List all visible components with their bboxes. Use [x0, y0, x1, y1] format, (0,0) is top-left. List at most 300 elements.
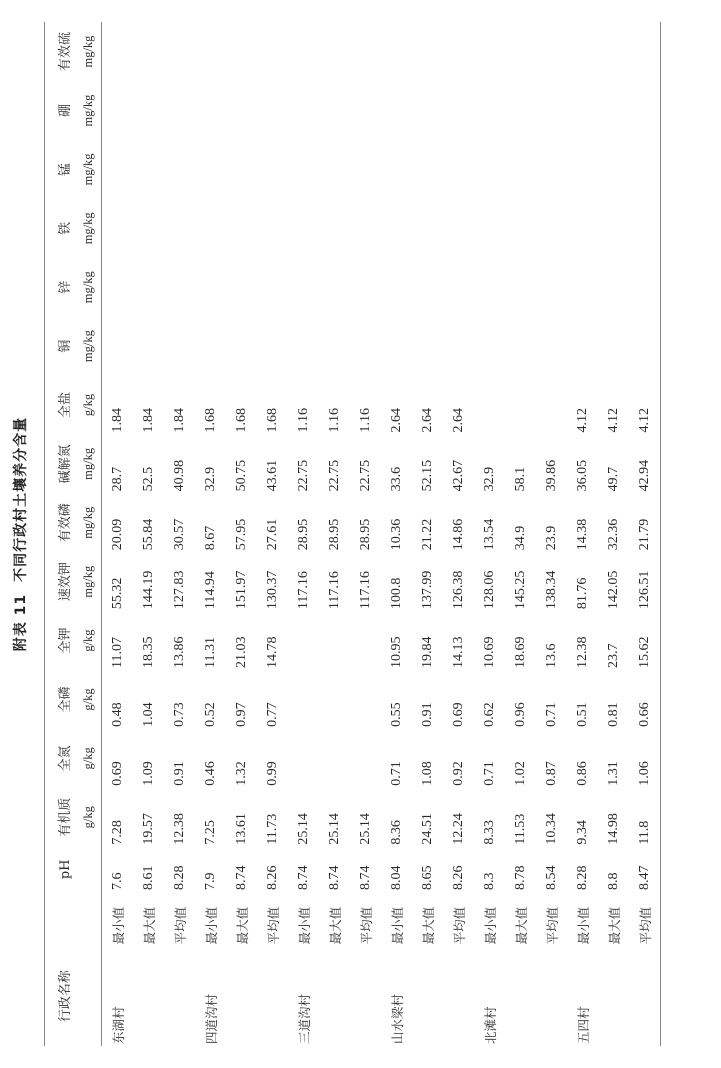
- value-cell: 117.16: [357, 571, 373, 610]
- value-cell: 10.36: [388, 518, 404, 551]
- value-cell: 8.78: [512, 865, 528, 890]
- value-cell: [629, 81, 661, 140]
- value-cell: [319, 729, 350, 788]
- value-cell: 0.99: [264, 761, 280, 786]
- value-cell: [102, 81, 134, 140]
- value-cell: 7.6: [109, 872, 125, 890]
- column-unit: g/kg: [75, 376, 102, 435]
- value-cell: [474, 81, 505, 140]
- value-cell: 0.62: [481, 702, 497, 727]
- value-cell: [288, 258, 319, 317]
- value-cell: 18.69: [512, 636, 528, 668]
- value-cell: 4.12: [574, 407, 590, 433]
- table-row: [567, 22, 598, 1046]
- value-cell: 8.67: [202, 525, 218, 551]
- village-name-cell: [319, 946, 350, 1046]
- value-cell: [505, 258, 536, 317]
- value-cell: [536, 317, 567, 376]
- column-header: 有效硫: [45, 22, 76, 81]
- value-cell: 0.81: [605, 702, 621, 727]
- value-cell: 21.03: [233, 636, 249, 668]
- value-cell: [164, 199, 195, 258]
- value-cell: 130.37: [264, 570, 280, 610]
- value-cell: 1.04: [140, 702, 156, 727]
- statistic-cell: 最大值: [234, 906, 250, 945]
- value-cell: 151.97: [233, 570, 249, 610]
- value-cell: 14.38: [574, 518, 590, 551]
- value-cell: [350, 22, 381, 81]
- value-cell: 0.66: [629, 670, 661, 729]
- value-cell: 32.36: [605, 518, 621, 551]
- value-cell: 117.16: [295, 571, 311, 610]
- value-cell: 1.32: [233, 761, 249, 786]
- statistic-cell: 最大值: [327, 906, 343, 945]
- table-row: [319, 22, 350, 1046]
- value-cell: [598, 22, 629, 81]
- value-cell: 50.75: [233, 459, 249, 492]
- value-cell: 8.26: [264, 865, 280, 890]
- value-cell: [598, 140, 629, 199]
- value-cell: 13.86: [171, 636, 187, 668]
- value-cell: [102, 22, 134, 81]
- value-cell: 40.98: [171, 459, 187, 492]
- column-unit: mg/kg: [75, 199, 102, 258]
- value-cell: [226, 81, 257, 140]
- value-cell: [350, 729, 381, 788]
- value-cell: [474, 199, 505, 258]
- value-cell: 0.71: [543, 702, 559, 727]
- column-header: 速效钾: [45, 552, 76, 611]
- value-cell: 0.92: [450, 761, 466, 786]
- statistic-cell: 最小值: [482, 906, 498, 945]
- value-cell: 1.68: [264, 407, 280, 433]
- value-cell: 25.14: [357, 813, 373, 845]
- value-cell: [133, 22, 164, 81]
- value-cell: 11.8: [629, 788, 661, 847]
- value-cell: 21.22: [419, 518, 435, 551]
- column-unit: [75, 847, 102, 892]
- value-cell: [443, 22, 474, 81]
- value-cell: 19.57: [140, 813, 156, 845]
- value-cell: 1.84: [171, 407, 187, 433]
- value-cell: [319, 22, 350, 81]
- value-cell: 4.12: [605, 407, 621, 433]
- value-cell: 52.15: [419, 459, 435, 492]
- column-unit: mg/kg: [75, 552, 102, 611]
- value-cell: 10.69: [481, 636, 497, 668]
- village-name-cell: [629, 946, 661, 1046]
- value-cell: [102, 317, 134, 376]
- value-cell: 14.78: [264, 636, 280, 668]
- value-cell: 34.9: [512, 525, 528, 551]
- statistic-cell: 最大值: [420, 906, 436, 945]
- value-cell: 0.96: [512, 702, 528, 727]
- value-cell: [350, 317, 381, 376]
- value-cell: [629, 22, 661, 81]
- statistic-cell: 最小值: [575, 906, 591, 945]
- column-header: pH: [45, 847, 76, 892]
- value-cell: [195, 317, 226, 376]
- value-cell: [536, 140, 567, 199]
- value-cell: [505, 199, 536, 258]
- value-cell: 28.95: [326, 518, 342, 551]
- value-cell: 11.07: [109, 637, 125, 668]
- value-cell: 0.46: [202, 761, 218, 786]
- village-name-cell: 东湖村: [110, 1006, 126, 1044]
- column-header: 铜: [45, 317, 76, 376]
- village-name-cell: [598, 946, 629, 1046]
- value-cell: [350, 258, 381, 317]
- village-name-cell: [505, 946, 536, 1046]
- column-header: 全盐: [45, 376, 76, 435]
- value-cell: 36.05: [574, 459, 590, 492]
- value-cell: [629, 317, 661, 376]
- value-cell: 81.76: [574, 577, 590, 610]
- value-cell: 8.61: [140, 865, 156, 890]
- value-cell: [288, 22, 319, 81]
- statistic-cell: 平均值: [172, 906, 188, 945]
- value-cell: [381, 140, 412, 199]
- value-cell: 0.73: [171, 702, 187, 727]
- value-cell: 12.24: [450, 813, 466, 845]
- table-row: [598, 22, 629, 1046]
- value-cell: [381, 22, 412, 81]
- column-header: [45, 892, 76, 946]
- value-cell: 42.67: [450, 459, 466, 492]
- village-name-cell: 三道沟村: [296, 993, 312, 1044]
- value-cell: 2.64: [419, 407, 435, 433]
- statistic-cell: 平均值: [544, 906, 560, 945]
- value-cell: 10.34: [543, 813, 559, 845]
- value-cell: 30.57: [171, 518, 187, 551]
- value-cell: [226, 258, 257, 317]
- value-cell: [133, 317, 164, 376]
- value-cell: [226, 317, 257, 376]
- value-cell: [567, 258, 598, 317]
- value-cell: [350, 81, 381, 140]
- value-cell: 8.74: [357, 865, 373, 890]
- statistic-cell: 平均值: [358, 906, 374, 945]
- value-cell: 8.26: [450, 865, 466, 890]
- column-header: 全钾: [45, 611, 76, 670]
- value-cell: 8.74: [326, 865, 342, 890]
- table-caption: 不同行政村土壤养分含量: [13, 416, 29, 582]
- value-cell: 0.51: [574, 702, 590, 727]
- value-cell: 58.1: [512, 466, 528, 492]
- value-cell: 0.69: [109, 761, 125, 786]
- value-cell: 0.55: [388, 702, 404, 727]
- column-header: 全氮: [45, 729, 76, 788]
- value-cell: 14.98: [605, 813, 621, 845]
- value-cell: 1.06: [629, 729, 661, 788]
- village-name-cell: 四道沟村: [203, 993, 219, 1044]
- value-cell: [381, 258, 412, 317]
- value-cell: [505, 22, 536, 81]
- value-cell: [226, 140, 257, 199]
- value-cell: 13.61: [233, 813, 249, 845]
- header-name-row: [45, 22, 76, 1046]
- value-cell: 11.31: [202, 637, 218, 668]
- value-cell: [381, 199, 412, 258]
- value-cell: [164, 317, 195, 376]
- value-cell: 2.64: [450, 407, 466, 433]
- value-cell: 1.08: [419, 761, 435, 786]
- value-cell: [412, 317, 443, 376]
- value-cell: 57.95: [233, 518, 249, 551]
- village-name-cell: [412, 946, 443, 1046]
- value-cell: 9.34: [574, 820, 590, 845]
- value-cell: [412, 81, 443, 140]
- column-unit: mg/kg: [75, 317, 102, 376]
- value-cell: 22.75: [326, 459, 342, 492]
- value-cell: [536, 199, 567, 258]
- value-cell: 21.79: [629, 493, 661, 552]
- value-cell: [319, 140, 350, 199]
- value-cell: [443, 140, 474, 199]
- value-cell: [567, 199, 598, 258]
- value-cell: [536, 22, 567, 81]
- value-cell: [288, 729, 319, 788]
- table-row: [350, 22, 381, 1046]
- value-cell: 1.16: [295, 407, 311, 433]
- column-unit: [75, 946, 102, 1046]
- value-cell: [598, 258, 629, 317]
- value-cell: 22.75: [295, 459, 311, 492]
- value-cell: 52.5: [140, 466, 156, 492]
- value-cell: [195, 140, 226, 199]
- value-cell: [288, 611, 319, 670]
- value-cell: 15.62: [629, 611, 661, 670]
- table-row: [629, 22, 661, 1046]
- value-cell: [102, 199, 134, 258]
- value-cell: [505, 140, 536, 199]
- value-cell: [536, 258, 567, 317]
- value-cell: 0.91: [171, 761, 187, 786]
- column-unit: g/kg: [75, 670, 102, 729]
- value-cell: 0.77: [264, 702, 280, 727]
- statistic-cell: 最大值: [141, 906, 157, 945]
- statistic-cell: 最小值: [203, 906, 219, 945]
- column-unit: g/kg: [75, 788, 102, 847]
- value-cell: 8.36: [388, 820, 404, 845]
- value-cell: 7.28: [109, 820, 125, 845]
- value-cell: [350, 611, 381, 670]
- village-name-cell: [443, 946, 474, 1046]
- value-cell: 23.9: [543, 525, 559, 551]
- value-cell: [319, 317, 350, 376]
- column-unit: mg/kg: [75, 81, 102, 140]
- value-cell: 7.9: [202, 872, 218, 890]
- column-unit: mg/kg: [75, 258, 102, 317]
- value-cell: 0.48: [109, 702, 125, 727]
- value-cell: 25.14: [295, 813, 311, 845]
- table-row: [412, 22, 443, 1046]
- statistic-cell: 最小值: [110, 906, 126, 945]
- value-cell: 8.74: [295, 865, 311, 890]
- value-cell: 1.09: [140, 761, 156, 786]
- value-cell: 39.86: [543, 459, 559, 492]
- village-name-cell: [257, 946, 288, 1046]
- value-cell: [102, 140, 134, 199]
- value-cell: [257, 199, 288, 258]
- column-header: 全磷: [45, 670, 76, 729]
- value-cell: [319, 81, 350, 140]
- column-unit: g/kg: [75, 729, 102, 788]
- statistic-cell: 最小值: [389, 906, 405, 945]
- value-cell: [288, 199, 319, 258]
- value-cell: 28.95: [357, 518, 373, 551]
- village-name-cell: 五四村: [575, 1006, 591, 1044]
- value-cell: [195, 81, 226, 140]
- value-cell: 1.16: [357, 407, 373, 433]
- header-unit-row: [75, 22, 102, 1046]
- column-header: 锌: [45, 258, 76, 317]
- value-cell: [164, 81, 195, 140]
- value-cell: [319, 611, 350, 670]
- statistic-cell: 平均值: [265, 906, 281, 945]
- value-cell: [164, 140, 195, 199]
- village-name-cell: [350, 946, 381, 1046]
- value-cell: 28.7: [109, 466, 125, 492]
- value-cell: 0.69: [450, 702, 466, 727]
- village-name-cell: [536, 946, 567, 1046]
- table-row: [288, 22, 319, 1046]
- value-cell: [474, 376, 505, 435]
- value-cell: [629, 199, 661, 258]
- value-cell: [350, 670, 381, 729]
- value-cell: 144.19: [140, 570, 156, 610]
- value-cell: [288, 81, 319, 140]
- value-cell: [536, 376, 567, 435]
- value-cell: [412, 199, 443, 258]
- value-cell: [133, 140, 164, 199]
- value-cell: 1.31: [605, 761, 621, 786]
- table-row: [102, 22, 134, 1046]
- value-cell: [505, 376, 536, 435]
- value-cell: 1.16: [326, 407, 342, 433]
- value-cell: 0.71: [481, 761, 497, 786]
- table-row: [133, 22, 164, 1046]
- column-header: 有效磷: [45, 493, 76, 552]
- table-body: [102, 22, 661, 1046]
- value-cell: [567, 317, 598, 376]
- value-cell: [133, 199, 164, 258]
- value-cell: [319, 258, 350, 317]
- value-cell: [412, 258, 443, 317]
- column-header: 硼: [45, 81, 76, 140]
- value-cell: 55.84: [140, 518, 156, 551]
- value-cell: [505, 81, 536, 140]
- village-name-cell: [164, 946, 195, 1046]
- value-cell: [629, 140, 661, 199]
- value-cell: 0.97: [233, 702, 249, 727]
- value-cell: 114.94: [202, 571, 218, 610]
- value-cell: [536, 81, 567, 140]
- value-cell: 42.94: [629, 434, 661, 493]
- column-unit: mg/kg: [75, 493, 102, 552]
- value-cell: [567, 81, 598, 140]
- value-cell: 0.87: [543, 761, 559, 786]
- value-cell: [381, 81, 412, 140]
- value-cell: 8.65: [419, 865, 435, 890]
- value-cell: [598, 199, 629, 258]
- value-cell: 25.14: [326, 813, 342, 845]
- village-name-cell: [133, 946, 164, 1046]
- value-cell: 128.06: [481, 570, 497, 610]
- value-cell: 100.8: [388, 577, 404, 610]
- value-cell: [443, 199, 474, 258]
- value-cell: [567, 140, 598, 199]
- value-cell: 27.61: [264, 518, 280, 551]
- value-cell: 18.35: [140, 636, 156, 668]
- value-cell: 12.38: [171, 813, 187, 845]
- value-cell: [474, 317, 505, 376]
- value-cell: 0.52: [202, 702, 218, 727]
- value-cell: [164, 22, 195, 81]
- value-cell: 43.61: [264, 459, 280, 492]
- statistic-cell: 最大值: [513, 906, 529, 945]
- value-cell: [443, 317, 474, 376]
- value-cell: 24.51: [419, 813, 435, 845]
- value-cell: [288, 670, 319, 729]
- value-cell: 8.33: [481, 820, 497, 845]
- value-cell: 28.95: [295, 518, 311, 551]
- column-header: 铁: [45, 199, 76, 258]
- column-header: 锰: [45, 140, 76, 199]
- value-cell: [133, 81, 164, 140]
- value-cell: 13.54: [481, 518, 497, 551]
- value-cell: [257, 81, 288, 140]
- value-cell: 8.3: [481, 872, 497, 890]
- value-cell: [598, 81, 629, 140]
- statistic-cell: 平均值: [629, 892, 661, 946]
- table-row: [381, 22, 412, 1046]
- value-cell: 126.38: [450, 570, 466, 610]
- value-cell: 1.68: [202, 407, 218, 433]
- table-row: [536, 22, 567, 1046]
- value-cell: 8.28: [171, 865, 187, 890]
- value-cell: [226, 199, 257, 258]
- column-header: 碱解氮: [45, 434, 76, 493]
- value-cell: [257, 317, 288, 376]
- statistic-cell: 平均值: [451, 906, 467, 945]
- value-cell: [257, 140, 288, 199]
- value-cell: 0.91: [419, 702, 435, 727]
- value-cell: [598, 317, 629, 376]
- value-cell: 142.05: [605, 570, 621, 610]
- value-cell: [226, 22, 257, 81]
- statistic-cell: 最大值: [606, 906, 622, 945]
- value-cell: 11.73: [264, 813, 280, 845]
- table-number: 附表 11: [13, 593, 29, 652]
- value-cell: [381, 317, 412, 376]
- value-cell: 10.95: [388, 636, 404, 668]
- table-row: [505, 22, 536, 1046]
- value-cell: [288, 317, 319, 376]
- value-cell: [257, 258, 288, 317]
- value-cell: [474, 140, 505, 199]
- value-cell: [164, 258, 195, 317]
- value-cell: [195, 22, 226, 81]
- statistic-cell: 最小值: [296, 906, 312, 945]
- value-cell: 1.84: [109, 407, 125, 433]
- value-cell: 55.32: [109, 577, 125, 610]
- table-title: [10, 0, 30, 1068]
- value-cell: [257, 22, 288, 81]
- value-cell: 145.25: [512, 570, 528, 610]
- value-cell: [102, 258, 134, 317]
- value-cell: 22.75: [357, 459, 373, 492]
